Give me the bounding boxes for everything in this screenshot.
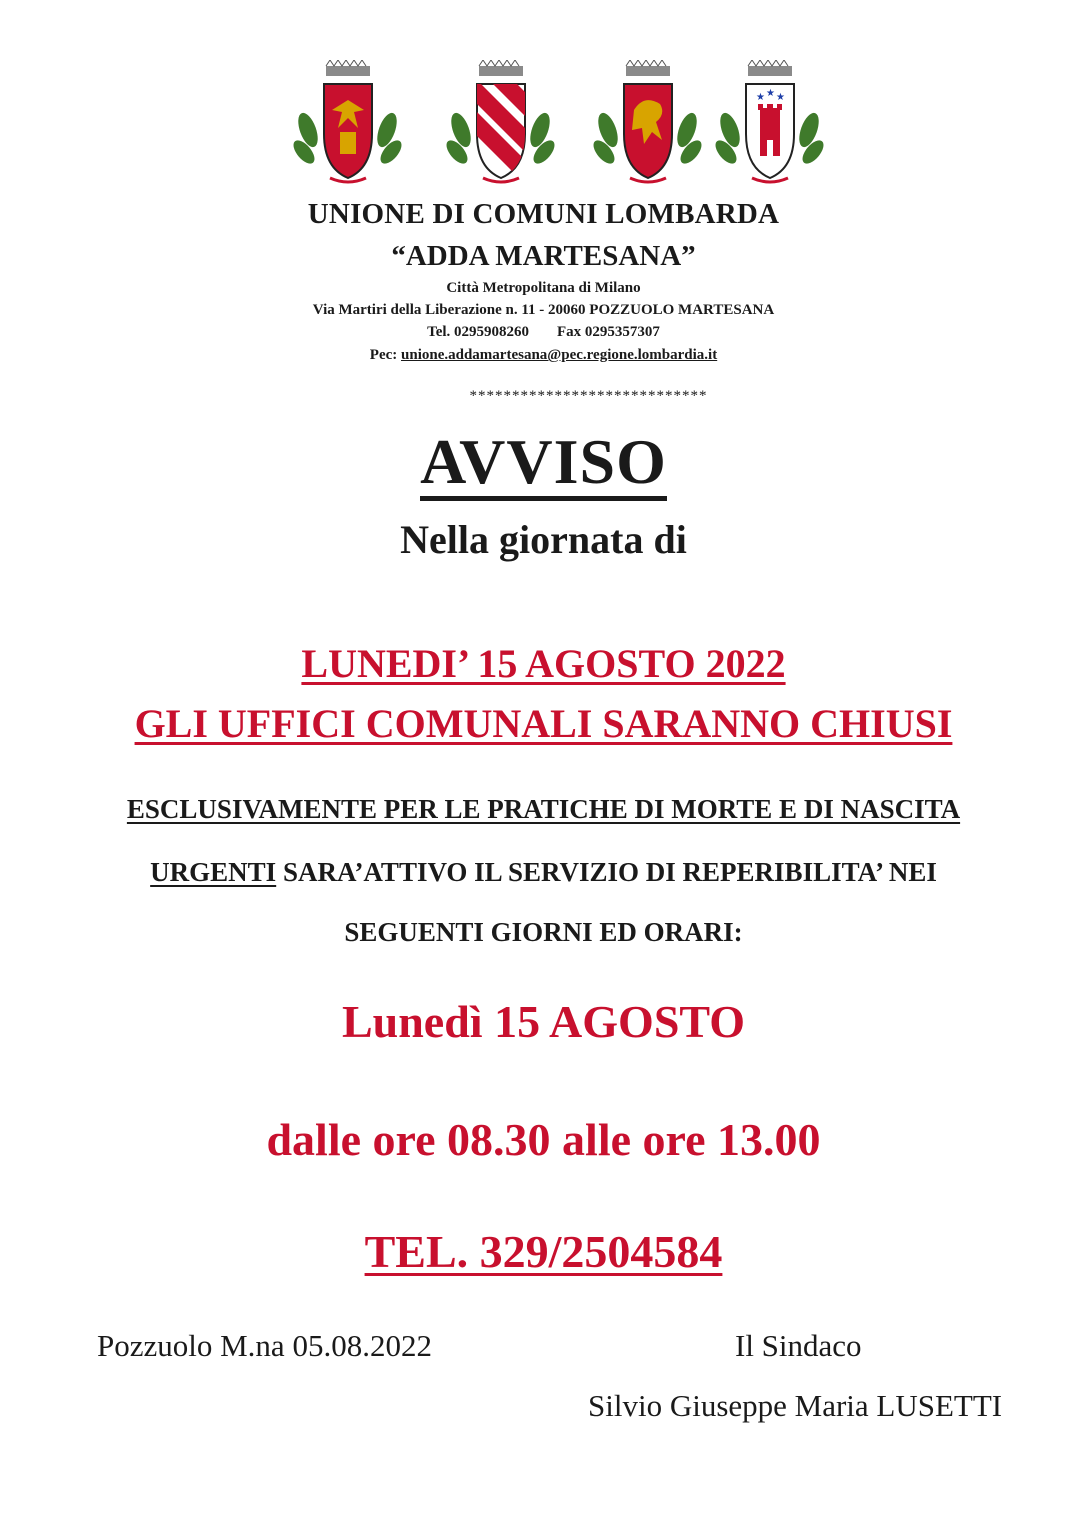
crests-row (0, 60, 1087, 190)
svg-text:★: ★ (776, 92, 785, 103)
notice-intro: Nella giornata di (400, 517, 687, 562)
contact-line (0, 324, 1087, 341)
svg-text:★: ★ (766, 88, 775, 99)
svg-text:★: ★ (756, 92, 765, 103)
signatory-name: Silvio Giuseppe Maria LUSETTI (588, 1388, 1003, 1423)
body-line-1: ESCLUSIVAMENTE PER LE PRATICHE DI MORTE E DI NASCITA (126, 794, 961, 824)
pec-email-link[interactable]: unione.addamartesana@pec.regione.lombardia.it (401, 347, 718, 363)
tel-number: Tel. 0295908260 (427, 324, 530, 340)
union-name: UNIONE DI COMUNI LOMBARDA (307, 198, 780, 230)
body-line-3: SEGUENTI GIORNI ED ORARI: (344, 917, 743, 947)
address-line: Via Martiri della Liberazione n. 11 - 20060 POZZUOLO MARTESANA (312, 302, 775, 318)
place-date: Pozzuolo M.na 05.08.2022 (97, 1328, 432, 1363)
closure-date: LUNEDI’ 15 AGOSTO 2022 (301, 641, 786, 686)
union-subtitle: “ADDA MARTESANA” (391, 240, 696, 272)
fax-number: Fax 0295357307 (557, 324, 660, 340)
city-line: Città Metropolitana di Milano (446, 280, 641, 296)
crest-tower-stars-icon (712, 60, 827, 188)
body-line-2: URGENTI SARA’ATTIVO IL SERVIZIO DI REPERIBILITA’ NEI (150, 857, 937, 887)
pec-label: Pec: (369, 347, 398, 363)
pec-line (0, 347, 1087, 364)
signatory-role: Il Sindaco (735, 1328, 862, 1363)
notice-title: AVVISO (0, 425, 1087, 501)
service-day: Lunedì 15 AGOSTO (341, 996, 746, 1047)
closure-statement: GLI UFFICI COMUNALI SARANNO CHIUSI (134, 701, 953, 746)
service-phone: TEL. 329/2504584 (364, 1226, 723, 1277)
separator: **************************** (469, 388, 708, 404)
crest-eagle-icon (290, 60, 405, 188)
crest-diagonal-stripes-icon (443, 60, 558, 188)
service-hours: dalle ore 08.30 alle ore 13.00 (266, 1114, 821, 1165)
crest-lion-icon (590, 60, 705, 188)
